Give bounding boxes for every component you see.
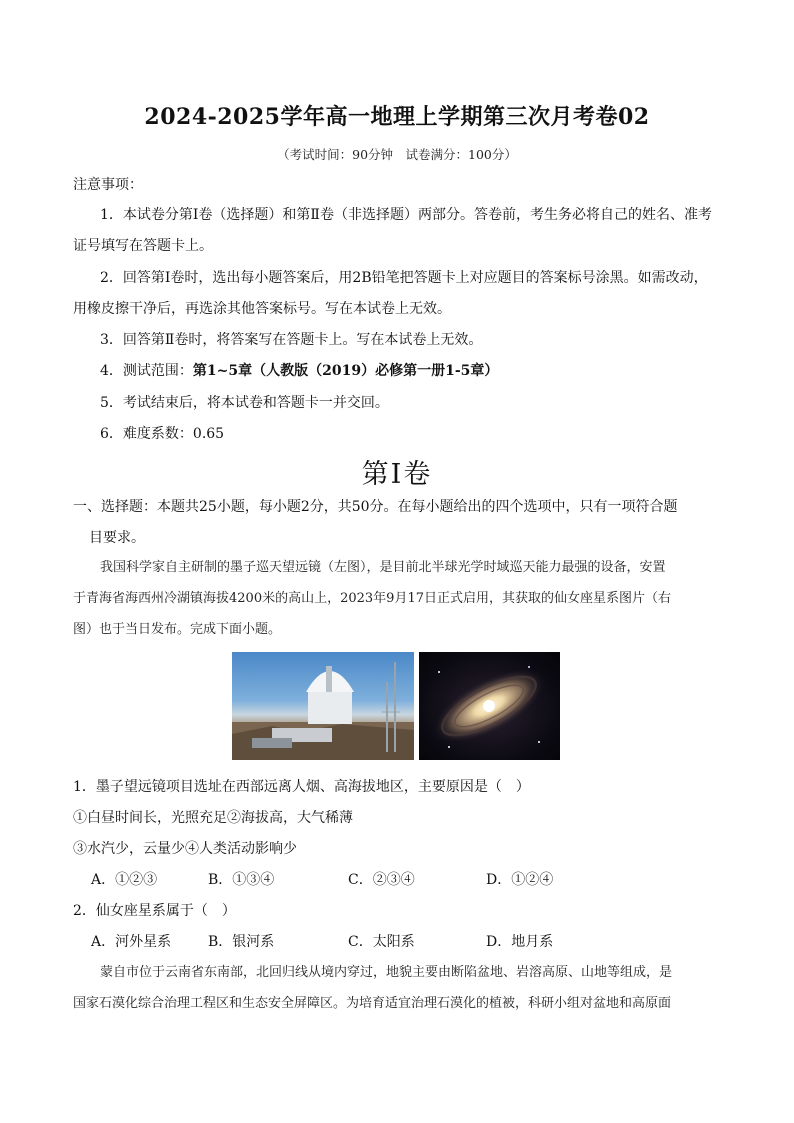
passage2-line1: 蒙自市位于云南省东南部，北回归线从境内穿过，地貌主要由断陷盆地、岩溶高原、山地等组成，是 (100, 965, 673, 980)
passage1-line3: 图）也于当日发布。完成下面小题。 (73, 622, 282, 637)
q2-option-b[interactable]: B．银河系 (208, 934, 275, 950)
q1-option-d[interactable]: D．①②④ (486, 872, 554, 888)
q2-option-a[interactable]: A．河外星系 (91, 934, 172, 950)
galaxy-illustration (419, 652, 560, 760)
q1-option-c[interactable]: C．②③④ (348, 872, 415, 888)
q1-statements-1: ①白昼时间长，光照充足②海拔高，大气稀薄 (73, 810, 353, 826)
notice-6: 6．难度系数：0.65 (100, 426, 225, 442)
passage1-line1: 我国科学家自主研制的墨子巡天望远镜（左图），是目前北半球光学时域巡天能力最强的设备，安置 (100, 560, 666, 575)
notice-2a: 2．回答第Ⅰ卷时，选出每小题答案后，用2B铅笔把答题卡上对应题目的答案标号涂黑。如需改动， (100, 270, 708, 286)
notice-4-scope: 第1~5章（人教版（2019）必修第一册1-5章） (192, 363, 499, 379)
section-title: 第Ⅰ卷 (361, 459, 433, 490)
q2-option-d[interactable]: D．地月系 (486, 934, 554, 950)
notice-5: 5．考试结束后，将本试卷和答题卡一并交回。 (100, 395, 389, 411)
passage2-line2: 国家石漠化综合治理工程区和生态安全屏障区。为培育适宜治理石漠化的植被，科研小组对盆地和高原面 (73, 996, 672, 1011)
notice-3: 3．回答第Ⅱ卷时，将答案写在答题卡上。写在本试卷上无效。 (100, 332, 483, 348)
q1-stem: 1．墨子望远镜项目选址在西部远离人烟、高海拔地区，主要原因是（ ） (73, 779, 530, 795)
section-intro-1: 一、选择题：本题共25小题，每小题2分，共50分。在每小题给出的四个选项中，只有一项符合题 (73, 499, 678, 515)
q2-option-c[interactable]: C．太阳系 (348, 934, 415, 950)
q1-statements-2: ③水汽少，云量少④人类活动影响少 (73, 841, 297, 857)
notice-4-prefix: 4．测试范围： (100, 363, 193, 379)
exam-subtitle: （考试时间：90分钟 试卷满分：100分） (277, 147, 517, 162)
notice-1a: 1．本试卷分第Ⅰ卷（选择题）和第Ⅱ卷（非选择题）两部分。答卷前，考生务必将自己的姓名、准考 (100, 207, 712, 223)
notice-2b: 用橡皮擦干净后，再选涂其他答案标号。写在本试卷上无效。 (73, 301, 451, 317)
section-intro-2: 目要求。 (89, 530, 145, 546)
q2-stem: 2．仙女座星系属于（ ） (73, 903, 236, 919)
telescope-illustration (232, 652, 414, 760)
q1-option-a[interactable]: A．①②③ (91, 872, 158, 888)
passage1-line2: 于青海省海西州冷湖镇海拔4200米的高山上，2023年9月17日正式启用，其获取的仙女座星系图片（右 (73, 591, 671, 606)
telescope-photo (232, 652, 414, 760)
notice-heading: 注意事项： (73, 177, 143, 193)
notice-4 (100, 361, 723, 381)
notice-1b: 证号填写在答题卡上。 (73, 238, 213, 254)
exam-title: 2024-2025学年高一地理上学期第三次月考卷02 (144, 104, 650, 130)
andromeda-galaxy-photo (419, 652, 560, 760)
q1-option-b[interactable]: B．①③④ (208, 872, 275, 888)
